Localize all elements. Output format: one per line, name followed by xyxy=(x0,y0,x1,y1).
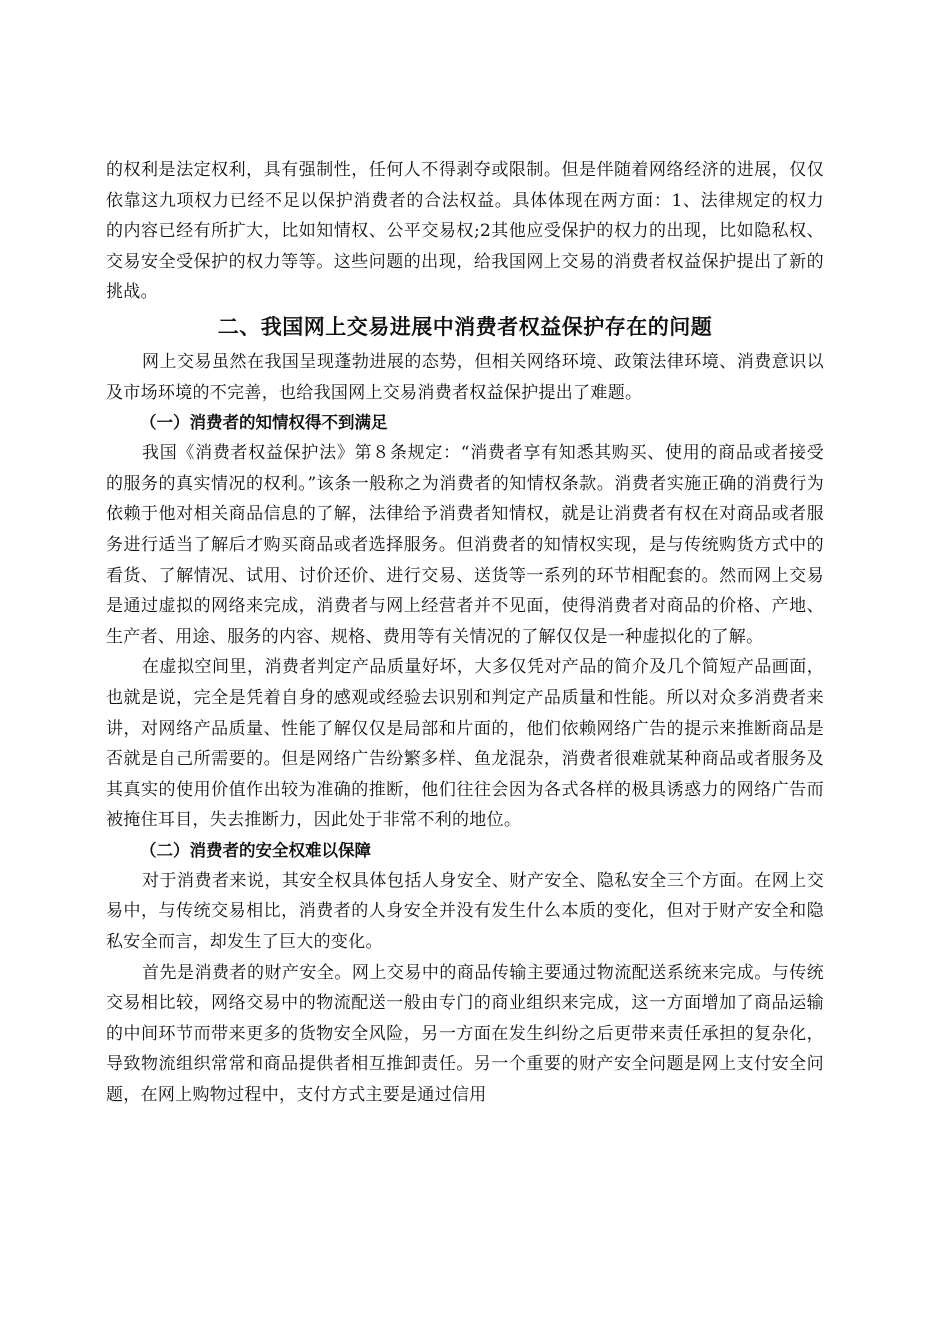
paragraph-property-security: 首先是消费者的财产安全。网上交易中的商品传输主要通过物流配送系统来完成。与传统交易相比较，网络交易中的物流配送一般由专门的商业组织来完成，这一方面增加了商品运输的中间环节而带来更多的货物安全风险，另一方面在发生纠纷之后更带来责任承担的复杂化，导致物流组织常常和商品提供者相互推卸责任。另一个重要的财产安全问题是网上支付安全问题，在网上购物过程中，支付方式主要是通过信用 xyxy=(106,962,824,1106)
document-body xyxy=(106,155,824,1111)
paragraph-virtual-space: 在虚拟空间里，消费者判定产品质量好坏，大多仅凭对产品的简介及几个简短产品画面，也就是说，完全是凭着自身的感观或经验去识别和判定产品质量和性能。所以对众多消费者来讲，对网络产品质量、性能了解仅仅是局部和片面的，他们依赖网络广告的提示来推断商品是否就是自己所需要的。但是网络广告纷繁多样、鱼龙混杂，消费者很难就某种商品或者服务及其真实的使用价值作出较为准确的推断，他们往往会因为各式各样的极具诱惑力的网络广告而被掩住耳目，失去推断力，因此处于非常不利的地位。 xyxy=(106,657,824,831)
paragraph-security-rights: 对于消费者来说，其安全权具体包括人身安全、财产安全、隐私安全三个方面。在网上交易中，与传统交易相比，消费者的人身安全并没有发生什么本质的变化，但对于财产安全和隐私安全而言，却发生了巨大的变化。 xyxy=(106,870,824,953)
intro-paragraph: 的权利是法定权利，具有强制性，任何人不得剥夺或限制。但是伴随着网络经济的进展，仅仅依靠这九项权力已经不足以保护消费者的合法权益。具体体现在两方面：1、法律规定的权力的内容已经有所扩大，比如知情权、公平交易权;2其他应受保护的权力的出现，比如隐私权、交易安全受保护的权力等等。这些问题的出现，给我国网上交易的消费者权益保护提出了新的挑战。 xyxy=(106,160,824,303)
section-heading: 二、我国网上交易进展中消费者权益保护存在的问题 xyxy=(217,314,713,339)
subsection-heading-1: （一）消费者的知情权得不到满足 xyxy=(140,413,388,433)
section-paragraph: 网上交易虽然在我国呈现蓬勃进展的态势，但相关网络环境、政策法律环境、消费意识以及市场环境的不完善，也给我国网上交易消费者权益保护提出了难题。 xyxy=(106,351,824,403)
subsection-heading-2: （二）消费者的安全权难以保障 xyxy=(140,840,371,860)
paragraph-right-to-know: 我国《消费者权益保护法》第８条规定：“消费者享有知悉其购买、使用的商品或者接受的服务的真实情况的权利。”该条一般称之为消费者的知情权条款。消费者实施正确的消费行为依赖于他对相关商品信息的了解，法律给予消费者知情权，就是让消费者有权在对商品或者服务进行适当了解后才购买商品或者选择服务。但消费者的知情权实现，是与传统购货方式中的看货、了解情况、试用、讨价还价、进行交易、送货等一系列的环节相配套的。然而网上交易是通过虚拟的网络来完成，消费者与网上经营者并不见面，使得消费者对商品的价格、产地、生产者、用途、服务的内容、规格、费用等有关情况的了解仅仅是一种虚拟化的了解。 xyxy=(106,443,824,647)
